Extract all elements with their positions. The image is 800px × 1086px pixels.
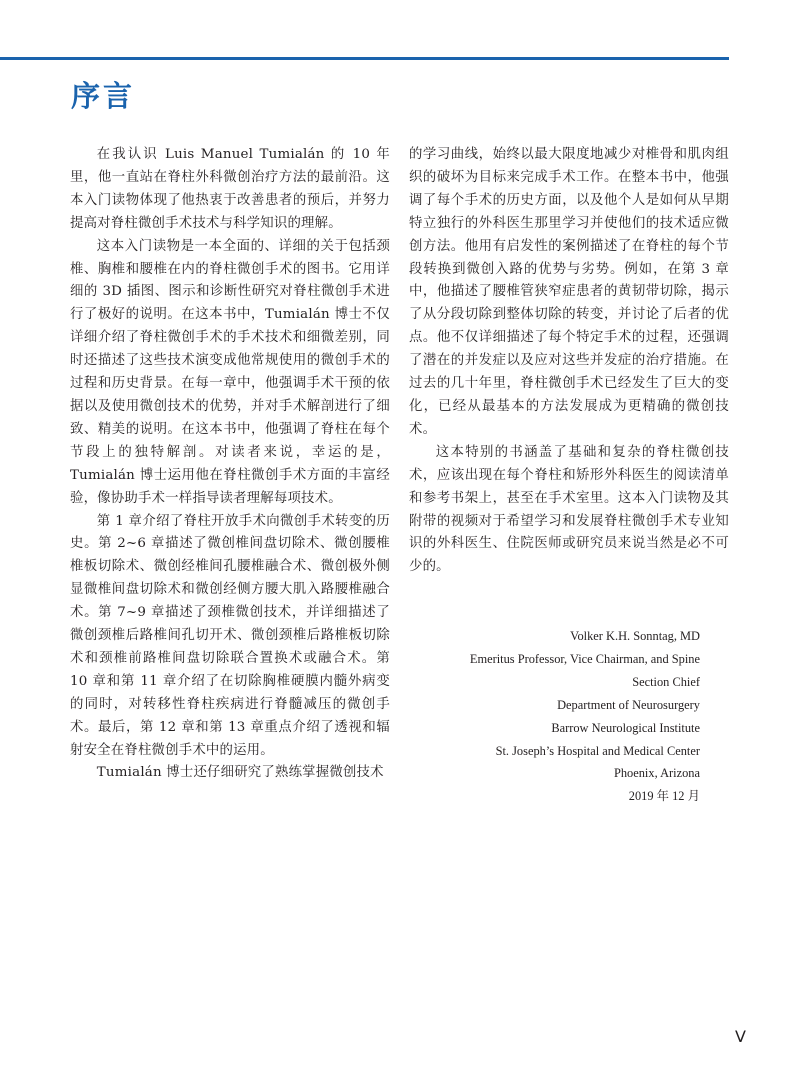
signature-title: Section Chief <box>632 674 700 689</box>
right-column <box>409 144 729 579</box>
left-column <box>70 144 390 785</box>
signature-institute: Barrow Neurological Institute <box>551 720 700 735</box>
signature-department: Department of Neurosurgery <box>557 697 700 712</box>
paragraph: 第 1 章介绍了脊柱开放手术向微创手术转变的历史。第 2~6 章描述了微创椎间盘切除术、微创腰椎椎板切除术、微创经椎间孔腰椎融合术、微创极外侧显微椎间盘切除术和微创经侧方腰大肌入路腰椎融合术。第 7~9 章描述了颈椎微创技术，并详细描述了微创颈椎后路椎间孔切开术、微创颈椎后路椎板切除术和颈椎前路椎间盘切除联合置换术或融合术。第 10 章和第 11 章介绍了在切除胸椎硬膜内髓外病变的同时，对转移性脊柱疾病进行脊髓减压的微创手术。最后，第 12 章和第 13 章重点介绍了透视和辐射安全在脊柱微创手术中的运用。 <box>70 513 390 758</box>
signature-hospital: St. Joseph’s Hospital and Medical Center <box>495 743 700 758</box>
signature-block <box>380 625 700 808</box>
page-number: V <box>735 1027 746 1046</box>
signature-name: Volker K.H. Sonntag, MD <box>570 629 700 643</box>
paragraph: 在我认识 Luis Manuel Tumialán 的 10 年里，他一直站在脊柱外科微创治疗方法的最前沿。这本入门读物体现了他热衷于改善患者的预后，并努力提高对脊柱微创手术技术与科学知识的理解。 <box>70 147 390 231</box>
paragraph: Tumialán 博士还仔细研究了熟练掌握微创技术 <box>96 765 384 781</box>
page-title: 序言 <box>71 79 136 113</box>
signature-date: 2019 年 12 月 <box>628 789 700 804</box>
signature-title: Emeritus Professor, Vice Chairman, and Spine <box>469 651 700 666</box>
paragraph-continued: 的学习曲线，始终以最大限度地减少对椎骨和肌肉组织的破坏为目标来完成手术工作。在整本书中，他强调了每个手术的历史方面，以及他个人是如何从早期特立独行的外科医生那里学习并使他们的技术适应微创方法。他用有启发性的案例描述了在脊柱的每个节段转换到微创入路的优势与劣势。例如，在第 3 章中，他描述了腰椎管狭窄症患者的黄韧带切除，揭示了从分段切除到整体切除的转变，并讨论了后者的优点。他不仅详细描述了每个特定手术的过程，还强调了潜在的并发症以及应对这些并发症的治疗措施。在过去的几十年里，脊柱微创手术已经发生了巨大的变化，已经从最基本的方法发展成为更精确的微创技术。 <box>409 147 729 437</box>
signature-location: Phoenix, Arizona <box>613 766 700 781</box>
paragraph: 这本特别的书涵盖了基础和复杂的脊柱微创技术，应该出现在每个脊柱和矫形外科医生的阅读清单和参考书架上，甚至在手术室里。这本入门读物及其附带的视频对于希望学习和发展脊柱微创手术专业知识的外科医生、住院医师或研究员来说当然是必不可少的。 <box>409 444 729 575</box>
header-rule <box>0 57 729 60</box>
paragraph: 这本入门读物是一本全面的、详细的关于包括颈椎、胸椎和腰椎在内的脊柱微创手术的图书。它用详细的 3D 插图、图示和诊断性研究对脊柱微创手术进行了极好的说明。在这本书中，Tumialán 博士不仅详细介绍了脊柱微创手术的手术技术和细微差别，同时还描述了这些技术演变成他常规使用的微创手术的过程和历史背景。在每一章中，他强调手术干预的依据以及使用微创技术的优势，并对手术解剖进行了细致、精美的说明。在这本书中，他强调了脊柱在每个节段上的独特解剖。对读者来说，幸运的是，Tumialán 博士运用他在脊柱微创手术方面的丰富经验，像协助手术一样指导读者理解每项技术。 <box>70 238 390 506</box>
